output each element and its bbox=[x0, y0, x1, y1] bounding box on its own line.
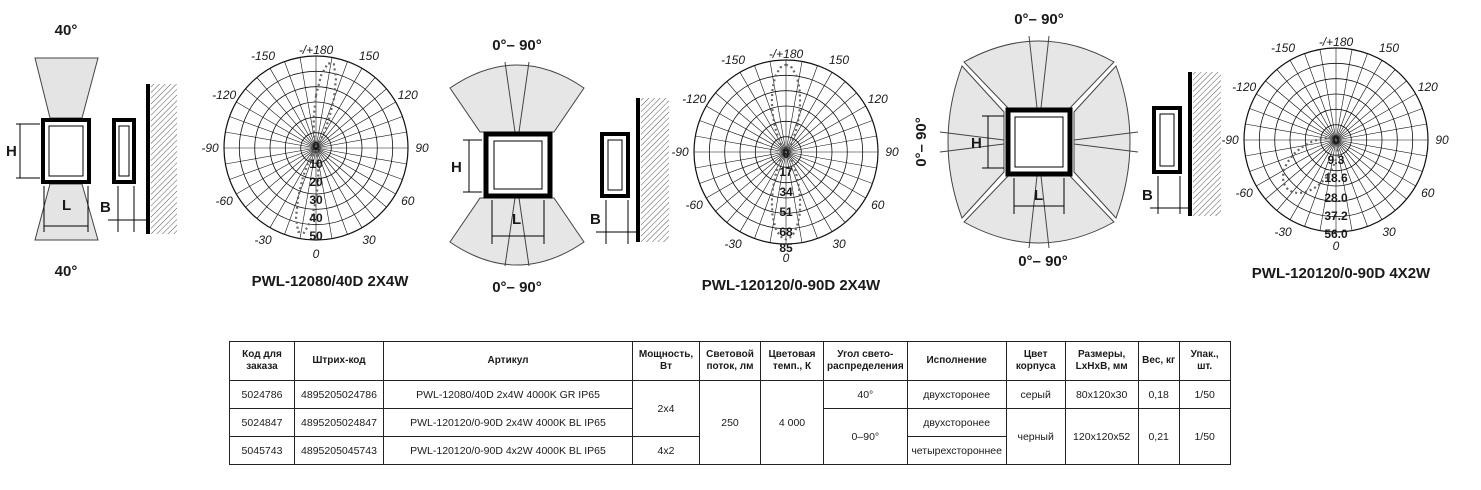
table-header-row bbox=[230, 342, 1231, 381]
cell-angle: 0–90° bbox=[824, 409, 908, 465]
polar-ring-label: 28.0 bbox=[1324, 191, 1348, 205]
product1-dim-h: H bbox=[6, 143, 17, 160]
cell-size: 120x120x52 bbox=[1065, 409, 1138, 465]
product2-title: PWL-120120/0-90D 2X4W bbox=[701, 277, 881, 294]
product3-beam-bottom-label: 0°– 90° bbox=[1018, 253, 1068, 270]
polar-angle-label: -90 bbox=[201, 141, 219, 155]
product3-dim-l: L bbox=[1034, 187, 1044, 204]
header-cct: Цветовая темп., К bbox=[761, 342, 824, 381]
cell-article: PWL-120120/0-90D 2x4W 4000K BL IP65 bbox=[384, 409, 633, 437]
cell-size: 80x120x30 bbox=[1065, 381, 1138, 409]
cell-color: черный bbox=[1006, 409, 1065, 465]
product3-title: PWL-120120/0-90D 4X2W bbox=[1251, 265, 1431, 282]
polar-angle-label: 90 bbox=[1435, 133, 1449, 147]
product1-dim-b: B bbox=[100, 199, 111, 216]
cell-design: двухсторонее bbox=[907, 409, 1006, 437]
header-power: Мощность, Вт bbox=[633, 342, 700, 381]
header-design: Исполнение bbox=[907, 342, 1006, 381]
polar-angle-label: 120 bbox=[1417, 80, 1438, 94]
product3-front-view bbox=[913, 11, 1138, 270]
cell-flux: 250 bbox=[700, 381, 761, 465]
polar-ring-label: 0 bbox=[312, 139, 320, 153]
header-weight: Вес, кг bbox=[1138, 342, 1179, 381]
polar-ring-label: 10 bbox=[309, 157, 323, 171]
polar-ring-label: 34 bbox=[779, 185, 793, 199]
product2-polar-diagram bbox=[671, 47, 899, 265]
header-barcode: Штрих-код bbox=[295, 342, 384, 381]
product1-beam-top-label: 40° bbox=[54, 22, 78, 39]
product2-beam-bottom-label: 0°– 90° bbox=[492, 279, 542, 296]
cell-article: PWL-12080/40D 2x4W 4000K GR IP65 bbox=[384, 381, 633, 409]
product2-dim-h: H bbox=[451, 159, 462, 176]
product1-polar-diagram bbox=[201, 43, 429, 261]
product3-dim-h: H bbox=[971, 135, 982, 152]
polar-angle-label: 30 bbox=[1382, 224, 1396, 239]
polar-angle-label: -30 bbox=[724, 236, 742, 251]
polar-angle-label: -60 bbox=[1235, 186, 1253, 200]
polar-angle-label: 0 bbox=[782, 251, 790, 265]
polar-angle-label: -/+180 bbox=[768, 47, 804, 61]
polar-angle-label: -120 bbox=[1232, 80, 1257, 94]
polar-angle-label: -30 bbox=[254, 232, 272, 247]
cell-article: PWL-120120/0-90D 4x2W 4000K BL IP65 bbox=[384, 437, 633, 465]
cell-angle: 40° bbox=[824, 381, 908, 409]
polar-angle-label: 30 bbox=[362, 232, 376, 247]
cell-code: 5045743 bbox=[230, 437, 295, 465]
product2-side-view bbox=[590, 98, 669, 244]
polar-ring-label: 50 bbox=[309, 229, 323, 243]
cell-power: 2x4 bbox=[633, 381, 700, 437]
header-color: Цвет корпуса bbox=[1006, 342, 1065, 381]
product1-side-view bbox=[100, 84, 177, 234]
polar-ring-label: 85 bbox=[779, 241, 793, 255]
polar-angle-label: -90 bbox=[671, 145, 689, 159]
polar-ring-label: 30 bbox=[309, 193, 323, 207]
polar-angle-label: 150 bbox=[1378, 41, 1400, 56]
header-angle: Угол свето-распределения bbox=[824, 342, 908, 381]
polar-angle-label: -60 bbox=[685, 198, 703, 212]
polar-ring-label: 18.6 bbox=[1324, 171, 1348, 185]
polar-angle-label: 150 bbox=[828, 53, 850, 68]
polar-angle-label: -/+180 bbox=[1318, 35, 1354, 49]
polar-angle-label: -150 bbox=[250, 49, 276, 64]
polar-ring-label: 40 bbox=[309, 211, 323, 225]
polar-angle-label: -90 bbox=[1221, 133, 1239, 147]
polar-ring-label: 9.3 bbox=[1327, 153, 1345, 167]
cell-color: серый bbox=[1006, 381, 1065, 409]
spec-table bbox=[229, 341, 1231, 465]
polar-angle-label: 0 bbox=[312, 247, 320, 261]
product1-beam-bottom-label: 40° bbox=[54, 263, 78, 280]
polar-ring-label: 68 bbox=[779, 225, 793, 239]
polar-ring-label: 17 bbox=[779, 165, 793, 179]
product1-title: PWL-12080/40D 2X4W bbox=[251, 273, 409, 290]
product1-front-view bbox=[6, 22, 98, 280]
cell-design: двухсторонее bbox=[907, 381, 1006, 409]
product3-beam-top-label: 0°– 90° bbox=[1014, 11, 1064, 28]
product1-dim-l: L bbox=[62, 197, 72, 214]
polar-angle-label: -120 bbox=[682, 92, 707, 106]
polar-angle-label: 120 bbox=[397, 88, 418, 102]
product3-polar-diagram bbox=[1221, 35, 1449, 253]
cell-barcode: 4895205045743 bbox=[295, 437, 384, 465]
header-pack: Упак., шт. bbox=[1179, 342, 1230, 381]
polar-ring-label: 37.2 bbox=[1324, 209, 1348, 223]
header-size: Размеры, LxHxB, мм bbox=[1065, 342, 1138, 381]
polar-ring-label: 0 bbox=[1332, 133, 1340, 147]
polar-angle-label: 90 bbox=[415, 141, 429, 155]
polar-angle-label: 60 bbox=[401, 194, 415, 208]
polar-angle-label: -60 bbox=[215, 194, 233, 208]
cell-barcode: 4895205024786 bbox=[295, 381, 384, 409]
polar-angle-label: -/+180 bbox=[298, 43, 334, 57]
table-row bbox=[230, 381, 1231, 409]
cell-weight: 0,18 bbox=[1138, 381, 1179, 409]
header-article: Артикул bbox=[384, 342, 633, 381]
cell-pack: 1/50 bbox=[1179, 409, 1230, 465]
polar-ring-label: 0 bbox=[782, 147, 790, 161]
product3-beam-side-label: 0°– 90° bbox=[913, 117, 930, 167]
cell-weight: 0,21 bbox=[1138, 409, 1179, 465]
polar-angle-label: 90 bbox=[885, 145, 899, 159]
polar-angle-label: -150 bbox=[720, 53, 746, 68]
polar-angle-label: 150 bbox=[358, 49, 380, 64]
product2-beam-top-label: 0°– 90° bbox=[492, 37, 542, 54]
polar-angle-label: 120 bbox=[867, 92, 888, 106]
cell-power: 4x2 bbox=[633, 437, 700, 465]
header-flux: Световой поток, лм bbox=[700, 342, 761, 381]
cell-code: 5024847 bbox=[230, 409, 295, 437]
product3-dim-b: B bbox=[1142, 187, 1153, 204]
polar-angle-label: 30 bbox=[832, 236, 846, 251]
product2-dim-l: L bbox=[512, 211, 522, 228]
product2-dim-b: B bbox=[590, 211, 601, 228]
polar-ring-label: 51 bbox=[779, 205, 793, 219]
cell-design: четырехстороннее bbox=[907, 437, 1006, 465]
product3-side-view bbox=[1142, 72, 1221, 216]
product2-front-view bbox=[450, 37, 584, 296]
polar-angle-label: 60 bbox=[1421, 186, 1435, 200]
cell-cct: 4 000 bbox=[761, 381, 824, 465]
polar-angle-label: -30 bbox=[1274, 224, 1292, 239]
polar-ring-label: 56.0 bbox=[1324, 227, 1348, 241]
polar-angle-label: -150 bbox=[1270, 41, 1296, 56]
polar-ring-label: 20 bbox=[309, 175, 323, 189]
polar-angle-label: 60 bbox=[871, 198, 885, 212]
polar-angle-label: -120 bbox=[212, 88, 237, 102]
cell-barcode: 4895205024847 bbox=[295, 409, 384, 437]
header-code: Код для заказа bbox=[230, 342, 295, 381]
polar-angle-label: 0 bbox=[1332, 239, 1340, 253]
cell-code: 5024786 bbox=[230, 381, 295, 409]
cell-pack: 1/50 bbox=[1179, 381, 1230, 409]
